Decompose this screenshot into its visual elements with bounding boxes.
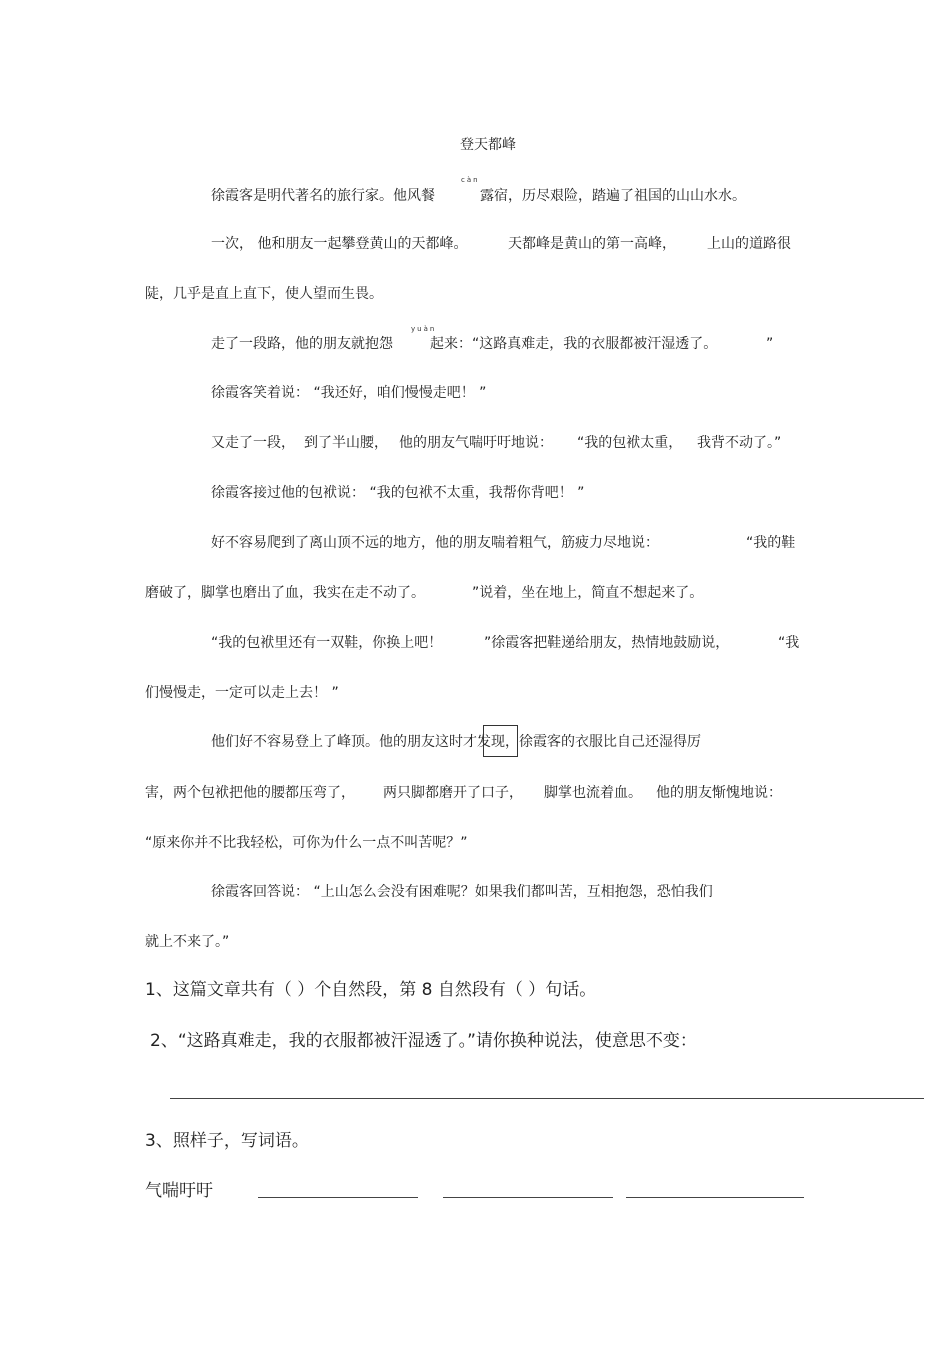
para5-e: 我背不动了。” bbox=[697, 435, 782, 451]
question-3: 3、照样子，写词语。 bbox=[145, 1131, 309, 1151]
answer-line-q3-2[interactable] bbox=[443, 1197, 613, 1198]
answer-line-q3-1[interactable] bbox=[258, 1197, 418, 1198]
para5-c: 他的朋友气喘吁吁地说： bbox=[399, 435, 553, 451]
para9-line2-a: 害，两个包袱把他的腰都压弯了， bbox=[145, 785, 355, 801]
para8-line1-a: “我的包袱里还有一双鞋，你换上吧！ bbox=[211, 635, 443, 651]
para3-c: ” bbox=[766, 336, 774, 352]
pinyin-yuan: yuàn bbox=[411, 325, 437, 333]
para10-line2: 就上不来了。” bbox=[145, 934, 230, 950]
page-title: 登天都峰 bbox=[460, 137, 516, 153]
para2-line1-b: 天都峰是黄山的第一高峰， bbox=[508, 236, 676, 252]
para2-line1-a: 一次， 他和朋友一起攀登黄山的天都峰。 bbox=[211, 236, 468, 252]
para8-line1-c: “我 bbox=[778, 635, 800, 651]
para9-line1: 他们好不容易登上了峰顶。他的朋友这时才发现，徐霞客的衣服比自己还湿得厉 bbox=[211, 734, 701, 750]
answer-line-q3-3[interactable] bbox=[626, 1197, 804, 1198]
para6: 徐霞客接过他的包袱说： “我的包袱不太重，我帮你背吧！ ” bbox=[211, 485, 585, 501]
para2-line1-c: 上山的道路很 bbox=[707, 236, 791, 252]
para9-line3: “原来你并不比我轻松，可你为什么一点不叫苦呢？” bbox=[145, 835, 468, 851]
para10-line1: 徐霞客回答说： “上山怎么会没有困难呢？如果我们都叫苦，互相抱怨，恐怕我们 bbox=[211, 884, 713, 900]
para9-line2-b: 两只脚都磨开了口子， bbox=[383, 785, 523, 801]
para8-line1-b: ”徐霞客把鞋递给朋友，热情地鼓励说， bbox=[484, 635, 730, 651]
question-3-example: 气喘吁吁 bbox=[145, 1181, 213, 1201]
para3-a: 走了一段路，他的朋友就抱怨 bbox=[211, 336, 393, 352]
question-2: 2、“这路真难走，我的衣服都被汗湿透了。”请你换种说法，使意思不变： bbox=[150, 1031, 697, 1051]
para5-b: 到了半山腰， bbox=[304, 435, 388, 451]
question-1: 1、这篇文章共有（ ）个自然段，第 8 自然段有（ ）句话。 bbox=[145, 980, 597, 1000]
para7-line1-a: 好不容易爬到了离山顶不远的地方，他的朋友喘着粗气，筋疲力尽地说： bbox=[211, 535, 659, 551]
para5-d: “我的包袱太重， bbox=[577, 435, 683, 451]
para7-line2-b: ”说着，坐在地上，简直不想起来了。 bbox=[472, 585, 704, 601]
para9-line2-d: 他的朋友惭愧地说： bbox=[656, 785, 782, 801]
highlight-box bbox=[483, 725, 518, 757]
para4: 徐霞客笑着说： “我还好，咱们慢慢走吧！ ” bbox=[211, 385, 487, 401]
para7-line2-a: 磨破了，脚掌也磨出了血，我实在走不动了。 bbox=[145, 585, 425, 601]
para1-line1-a: 徐霞客是明代著名的旅行家。他风餐 bbox=[211, 188, 435, 204]
para9-line2-c: 脚掌也流着血。 bbox=[544, 785, 642, 801]
para7-line1-b: “我的鞋 bbox=[746, 535, 796, 551]
para3-b: 起来：“这路真难走，我的衣服都被汗湿透了。 bbox=[430, 336, 718, 352]
para2-line2: 陡，几乎是直上直下，使人望而生畏。 bbox=[145, 286, 383, 302]
answer-line-q2[interactable] bbox=[170, 1098, 924, 1099]
para5-a: 又走了一段， bbox=[211, 435, 295, 451]
pinyin-can: càn bbox=[461, 176, 480, 184]
para8-line2: 们慢慢走，一定可以走上去！ ” bbox=[145, 685, 339, 701]
para1-line1-b: 露宿，历尽艰险，踏遍了祖国的山山水水。 bbox=[480, 188, 746, 204]
